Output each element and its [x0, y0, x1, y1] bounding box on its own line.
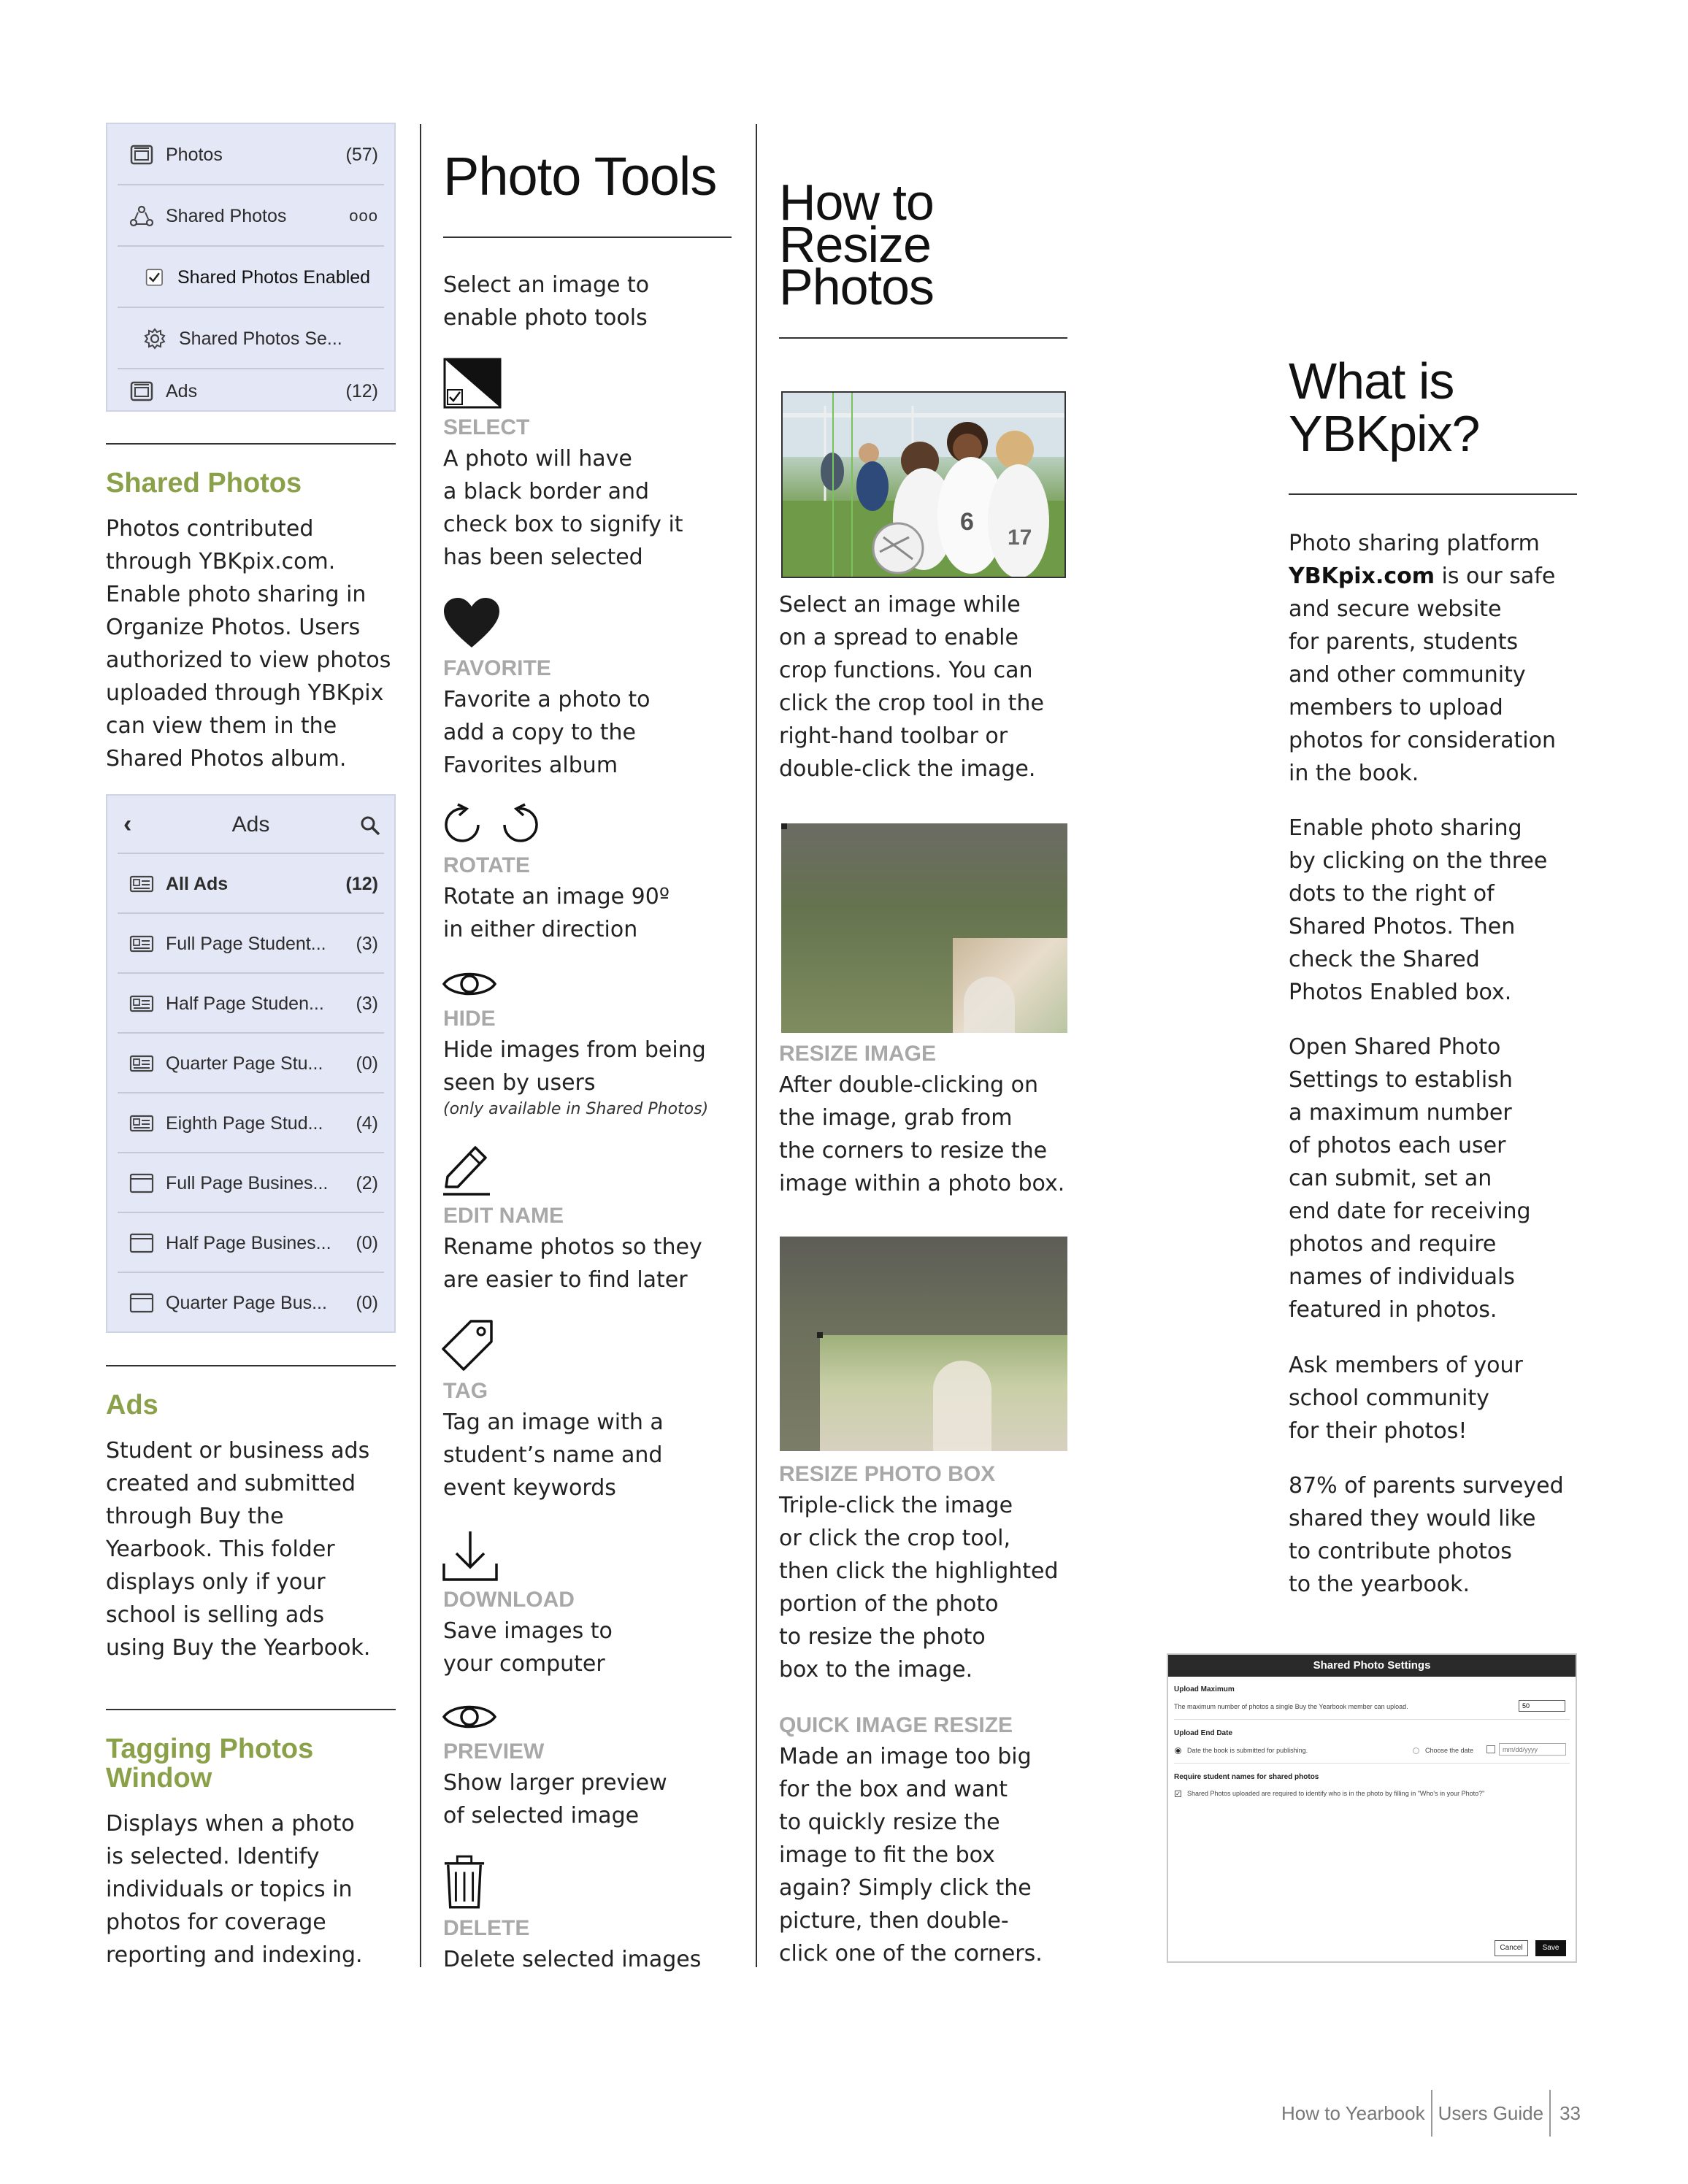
window-icon	[129, 1292, 154, 1314]
text-line: Photos contributed	[106, 516, 314, 542]
ads-row-label: Full Page Student...	[166, 933, 326, 954]
text-line: Select an image while	[779, 592, 1021, 618]
save-button[interactable]: Save	[1535, 1940, 1566, 1956]
column-divider-1	[420, 124, 421, 1967]
more-options-icon[interactable]: ooo	[349, 207, 378, 225]
text-line: check box to signify it	[443, 512, 683, 537]
photo-tools-intro	[443, 269, 649, 334]
selection-border	[781, 391, 1066, 578]
tool-note: (only available in Shared Photos)	[443, 1100, 709, 1118]
tool-label: PREVIEW	[443, 1739, 545, 1764]
text-line: box to the image.	[779, 1657, 973, 1683]
rule	[106, 1365, 396, 1366]
text-line: school is selling ads	[106, 1602, 324, 1628]
tool-label: EDIT NAME	[443, 1204, 564, 1228]
back-chevron-icon[interactable]: ‹	[123, 810, 132, 838]
ads-row-label: Half Page Studen...	[166, 993, 324, 1014]
heart-icon	[442, 596, 502, 649]
title-line: How to	[779, 174, 934, 231]
tagging-text	[106, 1807, 413, 1972]
text-line: click one of the corners.	[779, 1941, 1043, 1966]
text-line: Favorite a photo to	[443, 687, 651, 712]
text-line: right-hand toolbar or	[779, 723, 1008, 749]
footer-section: Users Guide	[1438, 2102, 1544, 2124]
tool-label: QUICK IMAGE RESIZE	[779, 1713, 1013, 1737]
radio-submitted-icon[interactable]	[1175, 1747, 1181, 1754]
text-line: Rename photos so they	[443, 1234, 702, 1260]
ad-card-icon	[129, 1112, 154, 1134]
text-line: image within a photo box.	[779, 1171, 1065, 1196]
text-line: are easier to find later	[443, 1267, 688, 1293]
shared-photos-text	[106, 512, 413, 775]
text-line: again? Simply click the	[779, 1875, 1032, 1901]
shared-photos-settings-row[interactable]	[107, 308, 394, 369]
ads-row-count: (4)	[356, 1112, 378, 1134]
text-line: for their photos!	[1289, 1418, 1468, 1444]
tool-favorite	[443, 654, 651, 782]
tool-edit-name	[443, 1201, 702, 1296]
dialog-title: Shared Photo Settings	[1313, 1659, 1431, 1672]
text-line: Shared Photos album.	[106, 746, 347, 772]
footer-publication: How to Yearbook	[1281, 2102, 1425, 2124]
ads-panel-header	[107, 796, 394, 854]
text-line: uploaded through YBKpix	[106, 680, 384, 706]
text-line: a maximum number	[1289, 1100, 1512, 1126]
text-line: reporting and indexing.	[106, 1942, 363, 1968]
text-line: and secure website	[1289, 596, 1502, 622]
photo-tools-title: Photo Tools	[443, 146, 717, 207]
text-line: through YBKpix.com.	[106, 549, 336, 574]
text-line: to the yearbook.	[1289, 1572, 1470, 1597]
album-label: Ads	[166, 380, 198, 401]
svg-text:17: 17	[1008, 526, 1032, 550]
ad-card-icon	[129, 933, 154, 955]
album-count: (57)	[345, 144, 378, 165]
title-line: YBKpix?	[1289, 405, 1480, 462]
text-line: picture, then double-	[779, 1908, 1009, 1934]
tool-label: SELECT	[443, 415, 530, 439]
ads-row-label: Quarter Page Bus...	[166, 1292, 327, 1313]
gear-icon	[142, 328, 167, 350]
text-line: Ask members of your	[1289, 1353, 1523, 1378]
ads-row[interactable]	[107, 1273, 394, 1333]
text-line: Yearbook. This folder	[106, 1537, 335, 1562]
text-line: or click the crop tool,	[779, 1526, 1011, 1551]
eye-icon	[442, 968, 497, 1000]
ads-heading: Ads	[106, 1390, 158, 1420]
text-line: authorized to view photos	[106, 647, 391, 673]
ad-card-icon	[129, 873, 154, 895]
text-line: add a copy to the	[443, 720, 636, 745]
text-line: Tag an image with a	[443, 1410, 664, 1435]
shared-photos-heading: Shared Photos	[106, 468, 302, 499]
text-line: photos and require	[1289, 1231, 1497, 1257]
download-icon	[442, 1530, 499, 1583]
ad-card-icon	[129, 1053, 154, 1074]
text-line: click the crop tool in the	[779, 691, 1044, 716]
ads-row[interactable]	[107, 1093, 394, 1153]
text-line: using Buy the Yearbook.	[106, 1635, 371, 1661]
ads-row-count: (2)	[356, 1172, 378, 1193]
text-line: names of individuals	[1289, 1264, 1515, 1290]
album-label: Shared Photos Enabled	[177, 266, 371, 288]
text-line: for parents, students	[1289, 629, 1519, 655]
tool-rotate	[443, 851, 670, 946]
ads-row[interactable]	[107, 1034, 394, 1093]
tagging-heading	[106, 1734, 313, 1793]
text-line: check the Shared	[1289, 947, 1480, 972]
footer	[1281, 2090, 1581, 2137]
cancel-button[interactable]: Cancel	[1495, 1940, 1528, 1956]
require-names-description: Shared Photos uploaded are required to identify who is in the photo by filling in "Who's in your Photo?"	[1187, 1790, 1485, 1797]
text-line: event keywords	[443, 1475, 616, 1501]
separator	[1174, 1719, 1570, 1720]
album-row-photos[interactable]	[107, 124, 394, 185]
text-line: displays only if your	[106, 1569, 326, 1595]
tool-label: DOWNLOAD	[443, 1588, 575, 1612]
text-line: Enable photo sharing in	[106, 582, 367, 607]
text-line: Enable photo sharing	[1289, 815, 1522, 841]
text-line: and other community	[1289, 662, 1526, 688]
rule	[106, 443, 396, 445]
text-line: individuals or topics in	[106, 1877, 353, 1902]
ads-row[interactable]	[107, 914, 394, 974]
resize-box-section	[779, 1460, 1059, 1686]
ads-row-count: (12)	[345, 873, 378, 894]
text-line: can submit, set an	[1289, 1166, 1492, 1191]
separator	[1174, 1763, 1570, 1764]
checkbox-checked-icon[interactable]	[145, 266, 166, 288]
text-line: portion of the photo	[779, 1591, 999, 1617]
tool-preview	[443, 1737, 667, 1832]
album-label: Shared Photos Se...	[179, 328, 342, 349]
tool-label: RESIZE PHOTO BOX	[779, 1462, 996, 1486]
blurred-figure	[933, 1361, 991, 1451]
text-line: a black border and	[443, 479, 650, 504]
text-line: After double-clicking on	[779, 1072, 1038, 1098]
text-line: Photo sharing platform	[1289, 531, 1540, 556]
resize-box-photo	[780, 1237, 1067, 1451]
text-line: can view them in the	[106, 713, 337, 739]
ybkpix-paragraph-4	[1289, 1349, 1523, 1447]
resize-title	[779, 174, 934, 315]
text-line: crop functions. You can	[779, 658, 1033, 683]
text-line: Select an image to	[443, 272, 650, 298]
ads-row[interactable]	[107, 854, 394, 914]
text-line: 87% of parents surveyed	[1289, 1473, 1564, 1499]
resize-image-section	[779, 1039, 1064, 1200]
shared-photos-enabled-row[interactable]	[107, 247, 394, 308]
ads-row-label: Full Page Busines...	[166, 1172, 329, 1193]
ybkpix-paragraph-1	[1289, 527, 1556, 790]
tool-label: DELETE	[443, 1916, 530, 1940]
shared-icon	[129, 205, 154, 227]
quick-resize-section	[779, 1711, 1043, 1970]
tool-hide	[443, 1004, 708, 1120]
require-names-checkbox-icon[interactable]: ✓	[1175, 1791, 1181, 1797]
text-line: seen by users	[443, 1070, 596, 1096]
ybkpix-paragraph-5	[1289, 1469, 1564, 1601]
rule	[106, 1709, 396, 1710]
text-line: Favorites album	[443, 753, 618, 778]
album-count: (12)	[345, 380, 378, 401]
album-row-ads[interactable]	[107, 369, 394, 413]
shared-photo-settings-dialog	[1167, 1653, 1577, 1963]
title-line: Photos	[779, 258, 934, 315]
heading-line: Tagging Photos	[106, 1734, 314, 1764]
window-icon	[129, 1172, 154, 1194]
text-line: school community	[1289, 1385, 1489, 1411]
eye-icon	[442, 1701, 497, 1733]
text-line: Hide images from being	[443, 1037, 706, 1063]
ad-card-icon	[129, 993, 154, 1015]
tool-label: RESIZE IMAGE	[779, 1042, 937, 1066]
text-line: Photos Enabled box.	[1289, 980, 1512, 1005]
ads-panel-title: Ads	[231, 812, 270, 837]
album-icon	[129, 380, 154, 402]
text-line: Shared Photos. Then	[1289, 914, 1516, 939]
text-line: has been selected	[443, 545, 643, 570]
text-line: Rotate an image 90º	[443, 884, 670, 910]
dialog-title-bar	[1168, 1655, 1576, 1677]
text-line: Organize Photos. Users	[106, 615, 361, 640]
album-label: Shared Photos	[166, 205, 287, 226]
text-line: members to upload	[1289, 695, 1503, 720]
ads-row-count: (0)	[356, 1292, 378, 1313]
pencil-icon	[442, 1143, 493, 1197]
text-line	[1289, 560, 1556, 593]
title-line: What is	[1289, 353, 1454, 410]
text-line: to resize the photo	[779, 1624, 986, 1650]
text-line: A photo will have	[443, 446, 632, 472]
search-icon[interactable]	[359, 815, 381, 837]
text-line: in the book.	[1289, 761, 1419, 786]
albums-panel	[106, 123, 396, 412]
text-line: for the box and want	[779, 1777, 1008, 1802]
text-line: by clicking on the three	[1289, 848, 1548, 874]
ads-row-label: Half Page Busines...	[166, 1232, 331, 1253]
text-line: created and submitted	[106, 1471, 356, 1496]
text-fragment: is our safe	[1435, 564, 1556, 589]
upload-maximum-description: The maximum number of photos a single Buy the Yearbook member can upload.	[1174, 1703, 1408, 1710]
text-line: of selected image	[443, 1803, 640, 1829]
calendar-icon[interactable]	[1486, 1745, 1495, 1753]
ads-row-label: Quarter Page Stu...	[166, 1053, 323, 1074]
crop-example-photo	[781, 391, 1066, 578]
require-names-label: Require student names for shared photos	[1174, 1773, 1319, 1781]
trash-icon	[443, 1854, 486, 1910]
ads-row[interactable]	[107, 974, 394, 1034]
text-line: of photos each user	[1289, 1133, 1506, 1158]
rule	[1289, 493, 1577, 495]
text-line: featured in photos.	[1289, 1297, 1497, 1323]
column-divider-2	[756, 124, 757, 1967]
corner-handle[interactable]	[817, 1332, 823, 1338]
text-line: Student or business ads	[106, 1438, 370, 1464]
crop-text	[779, 588, 1044, 785]
text-line: student’s name and	[443, 1442, 663, 1468]
tool-tag	[443, 1377, 664, 1504]
tool-label: ROTATE	[443, 853, 530, 877]
rotate-icon	[442, 803, 544, 847]
text-line: the image, grab from	[779, 1105, 1013, 1131]
ads-row-count: (0)	[356, 1232, 378, 1253]
tool-delete	[443, 1914, 701, 1976]
text-line: on a spread to enable	[779, 625, 1018, 650]
album-row-shared-photos[interactable]	[107, 185, 394, 247]
corner-handle[interactable]	[781, 823, 787, 829]
rule	[443, 237, 732, 238]
text-line: Triple-click the image	[779, 1493, 1013, 1518]
text-line: end date for receiving	[1289, 1199, 1531, 1224]
ybkpix-paragraph-2	[1289, 812, 1547, 1009]
ads-row-count: (0)	[356, 1053, 378, 1074]
text-line: Made an image too big	[779, 1744, 1032, 1769]
rule	[779, 337, 1067, 339]
upload-maximum-input[interactable]	[1519, 1700, 1565, 1712]
text-line: Show larger preview	[443, 1770, 667, 1796]
text-line: photos for consideration	[1289, 728, 1556, 753]
album-label: Photos	[166, 144, 223, 165]
text-line: double-click the image.	[779, 756, 1036, 782]
ads-row[interactable]	[107, 1153, 394, 1213]
text-line: photos for coverage	[106, 1910, 326, 1935]
ads-row[interactable]	[107, 1213, 394, 1273]
text-line: your computer	[443, 1651, 605, 1677]
svg-text:6: 6	[960, 508, 974, 536]
blurred-figure	[964, 977, 1015, 1033]
ads-row-count: (3)	[356, 933, 378, 954]
ads-row-label: Eighth Page Stud...	[166, 1112, 323, 1134]
text-line: to contribute photos	[1289, 1539, 1512, 1564]
ads-panel	[106, 794, 396, 1333]
tool-label: TAG	[443, 1379, 488, 1403]
title-line: Resize	[779, 216, 931, 273]
text-line: Delete selected images	[443, 1947, 702, 1972]
upload-end-date-label: Upload End Date	[1174, 1729, 1233, 1737]
ads-row-count: (3)	[356, 993, 378, 1014]
radio-choose-date-icon[interactable]	[1413, 1747, 1419, 1754]
tool-select	[443, 413, 683, 574]
ybkpix-paragraph-3	[1289, 1031, 1531, 1326]
upload-maximum-label: Upload Maximum	[1174, 1685, 1235, 1693]
text-line: Save images to	[443, 1618, 613, 1644]
window-icon	[129, 1232, 154, 1254]
select-checkbox-icon	[443, 358, 502, 409]
tool-download	[443, 1585, 613, 1680]
text-line: to quickly resize the	[779, 1810, 1000, 1835]
text-line: Open Shared Photo	[1289, 1034, 1501, 1060]
album-icon	[129, 144, 154, 166]
text-line: the corners to resize the	[779, 1138, 1048, 1164]
text-line: Settings to establish	[1289, 1067, 1513, 1093]
text-line: enable photo tools	[443, 305, 648, 331]
text-line: is selected. Identify	[106, 1844, 320, 1869]
heading-line: Window	[106, 1763, 212, 1793]
text-line: in either direction	[443, 917, 638, 942]
ads-text	[106, 1434, 413, 1664]
text-line: image to fit the box	[779, 1842, 995, 1868]
resize-image-photo	[781, 823, 1067, 1033]
ybkpix-title	[1289, 355, 1479, 460]
text-line: then click the highlighted	[779, 1558, 1059, 1584]
tag-icon	[442, 1318, 494, 1371]
text-line: Displays when a photo	[106, 1811, 355, 1837]
ybkpix-link-text: YBKpix.com	[1289, 564, 1435, 589]
tool-label: HIDE	[443, 1007, 496, 1031]
text-line: through Buy the	[106, 1504, 284, 1529]
page-number: 33	[1560, 2102, 1581, 2124]
date-input[interactable]	[1499, 1743, 1566, 1756]
option-submitted-label: Date the book is submitted for publishing.	[1187, 1747, 1308, 1754]
ads-row-label: All Ads	[166, 873, 229, 894]
tool-label: FAVORITE	[443, 656, 551, 680]
text-line: dots to the right of	[1289, 881, 1495, 907]
text-line: shared they would like	[1289, 1506, 1536, 1531]
option-choose-date-label: Choose the date	[1425, 1747, 1474, 1754]
